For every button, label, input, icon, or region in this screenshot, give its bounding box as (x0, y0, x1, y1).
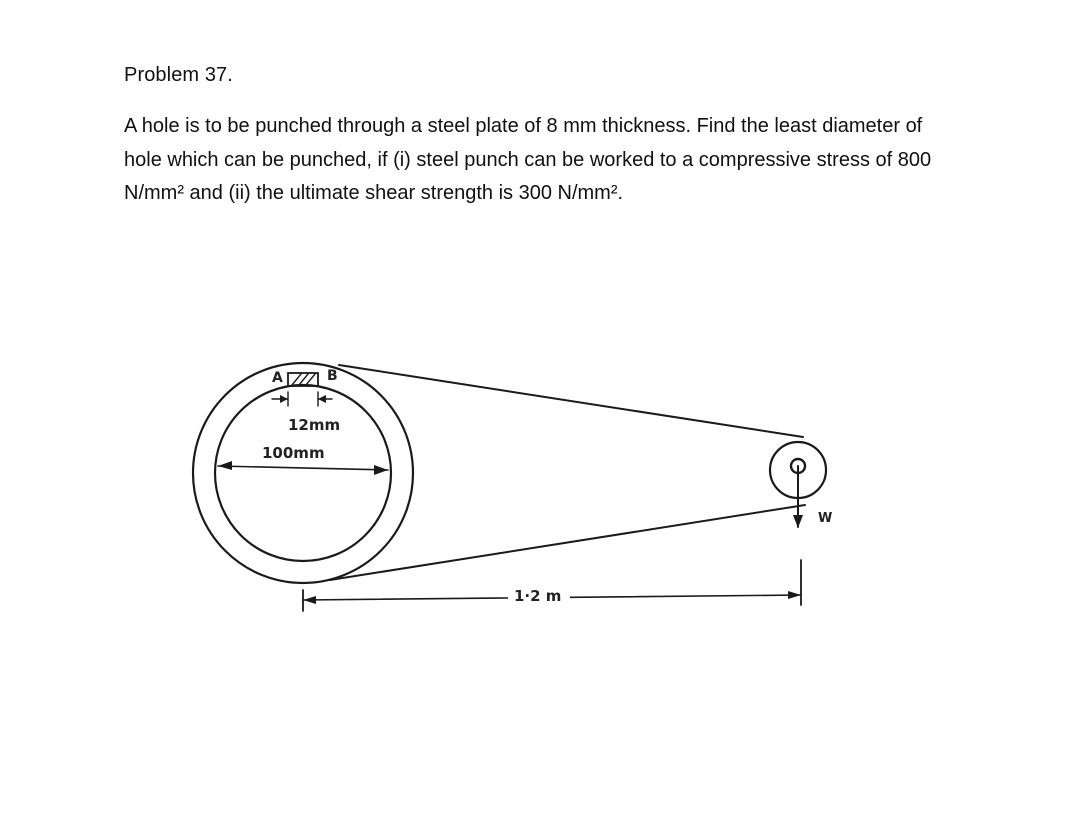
key-width-label: 12mm (288, 416, 341, 434)
diameter-arrow-right (374, 465, 388, 475)
diameter-dimension-line (218, 466, 388, 470)
arm-lower-edge (330, 505, 805, 580)
problem-title: Problem 37. (124, 64, 233, 86)
key-arrow-left (280, 395, 288, 403)
length-label: 1·2 m (514, 587, 562, 605)
diameter-arrow-left (218, 461, 232, 470)
length-arrow-left (303, 596, 316, 604)
arm-upper-edge (339, 365, 803, 437)
diameter-label: 100mm (262, 444, 325, 462)
load-label: W (818, 511, 833, 526)
label-a: A (272, 370, 283, 386)
label-b: B (327, 368, 338, 384)
hub-outer-circle (193, 363, 413, 583)
key-arrow-right (318, 395, 326, 403)
hub-inner-circle (215, 385, 391, 561)
length-arrow-right (788, 591, 801, 599)
problem-statement: A hole is to be punched through a steel plate of 8 mm thickness. Find the least diameter of hole which can be punched, if (i) steel punch can be worked to a compressive stress of 800 N/mm² and (ii) the ultimate shear strength is 300 N/mm². (124, 115, 932, 204)
load-arrow-head (793, 515, 803, 528)
